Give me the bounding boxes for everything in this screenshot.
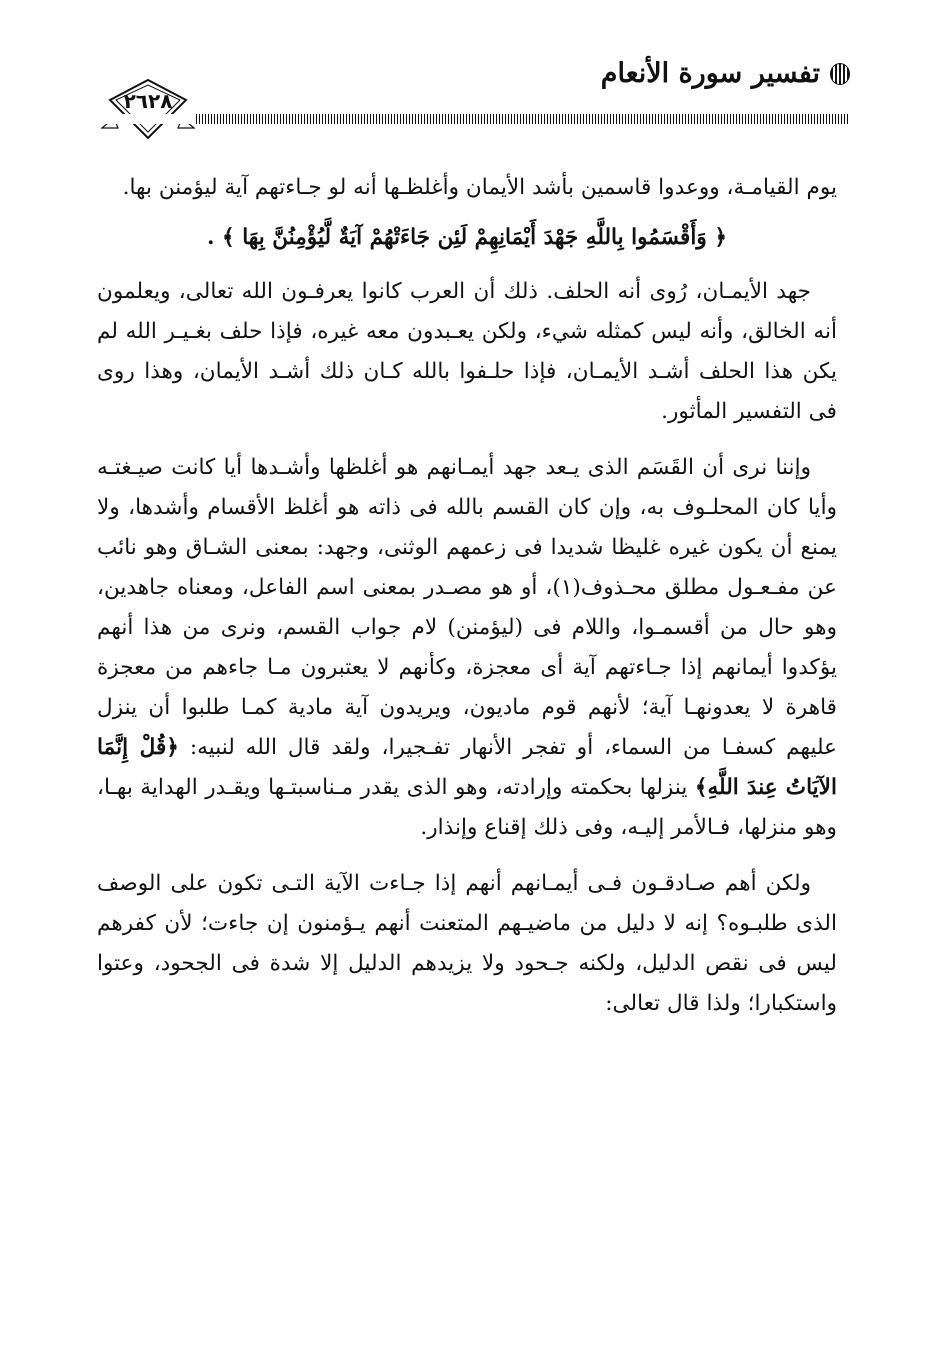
paragraph-3-text: وإننا نرى أن القَسَم الذى يـعد جهد أيمـانهم هو أغلظها وأشـدها أيا كانت صيـغتـه وأيا كان المحلـوف به، وإن كان القسم بالله فى ذاته هو أغلظ الأقسام وأشدها، ولا يمنع أن يكون غيره غليظا شديدا فى زعمهم الوثنى، وجهد: بمعنى الشـاق وهو نائب عن مفـعـول مطلق محـذوف(١)، أو هو مصـدر بمعنى اسم الفاعل، ومعناه جاهدين، وهو حال من أقسمـوا، واللام فى (ليؤمنن) لام جواب القسم، ونرى من هذا أنهم يؤكدوا أيمانهم إذا جـاءتهم آية أى معجزة، وكأنهم لا يعتبرون مـا جاءهم من معجزة قاهرة لا يعدونهـا آية؛ لأنهم قوم ماديون، ويريدون آية مادية كمـا طلبوا أن ينزل عليهم كسفـا من السماء، أو تفجر الأنهار تفـجيرا، ولقد قال الله لنبيه:	[97, 455, 837, 760]
page-number: ٢٦٢٨	[123, 89, 173, 113]
paragraph-4: ولكن أهم صـادقـون فـى أيمـانهم أنهم إذا جـاءت الآية التـى تكون على الوصف الذى طلبـوه؟ إنه لا دليل من ماضيـهم المتعنت أنهم يـؤمنون إن جاءت؛ لأن كفرهم ليس فى نقص الدليل، ولكنه جـحود ولا يزيدهم الدليل إلا شدة فى الجحود، وعتوا واستكبارا؛ ولذا قال تعالى:	[97, 871, 837, 1016]
ornament-icon	[830, 63, 850, 85]
running-title-text: تفسير سورة الأنعام	[600, 58, 820, 89]
page-header	[100, 58, 850, 138]
paragraph-2: جهد الأيمـان، رُوى أنه الحلف. ذلك أن العرب كانوا يعرفـون الله تعالى، ويعلمون أنه الخالق، وأنه ليس كمثله شيء، ولكن يعـبدون معه غيره، فإذا حلف بغـيـر الله لم يكن هذا الحلف أشـد الأيمـان، فإذا حلـفوا بالله كـان ذلك أشـد الأيمان، وهذا روى فى التفسير المأثور.	[97, 279, 837, 424]
page-number-badge	[100, 78, 196, 144]
page-body	[97, 168, 837, 1024]
paragraph-3-rest: ينزلها بحكمته وإرادته، وهو الذى يقدر مـناسبتـها ويقـدر الهداية بهـا، وهو منزلها، فـالأمر إليـه، وفى ذلك إقناع وإنذار.	[97, 775, 837, 840]
paragraph-3	[97, 448, 837, 848]
header-rule	[100, 114, 850, 124]
paragraph-1: يوم القيامـة، ووعدوا قاسمين بأشد الأيمان وأغلظـها أنه لو جـاءتهم آية ليؤمنن بها.	[122, 175, 837, 200]
quoted-verse: ﴿قُلْ إِنَّمَا الآيَاتُ عِندَ اللَّهِ﴾	[97, 735, 837, 800]
quran-verse: ﴿ وَأَقْسَمُوا بِاللَّهِ جَهْدَ أَيْمَانِهِمْ لَئِن جَاءَتْهُمْ آيَةٌ لَّيُؤْمِنُنَّ بِهَا ﴾ .	[207, 225, 727, 250]
running-title	[601, 58, 850, 89]
